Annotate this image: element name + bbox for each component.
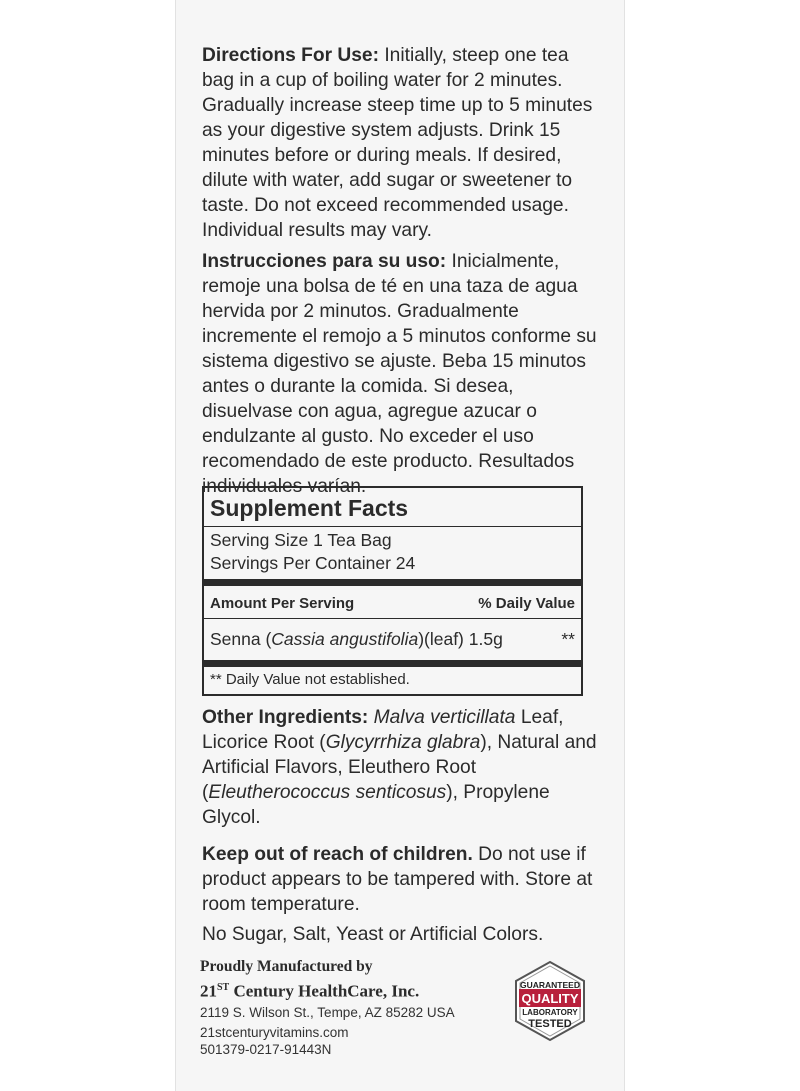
manufacturer-name <box>200 977 500 1003</box>
other-ingredients-text: ), Natural and Artificial Flavors, Eleuthero Root ( <box>202 732 597 803</box>
quality-badge <box>509 960 591 1042</box>
senna-dv: ** <box>561 629 575 649</box>
warning-label: Keep out of reach of children. <box>202 844 473 865</box>
warning-section <box>202 842 597 917</box>
badge-line-4: TESTED <box>528 1018 572 1030</box>
other-ingredients-section <box>202 705 597 830</box>
daily-value-header: % Daily Value <box>478 595 575 612</box>
facts-thick-divider <box>204 660 581 667</box>
manufactured-by-line: Proudly Manufactured by <box>200 958 373 975</box>
manufacturer-name-part: Century HealthCare, Inc. <box>229 981 420 1001</box>
servings-per-container: Servings Per Container 24 <box>210 553 416 573</box>
badge-line-1: GUARANTEED <box>520 980 580 990</box>
directions-label: Directions For Use: <box>202 45 379 66</box>
product-code: 501379-0217-91443N <box>200 1042 332 1057</box>
facts-divider <box>204 526 581 527</box>
instrucciones-text: Inicialmente, remoje una bolsa de té en una taza de agua hervida por 2 minutos. Gradualmente incremente el remojo a 5 minutos conforme su sistema digestivo se ajuste. Beba 15 minutos antes o durante la comida. Si desea, disuelvase con agua, agregue azucar o endulzante al gusto. No exceder el uso recomendado de este producto. Resultados individuales varían. <box>202 251 597 497</box>
senna-name: Senna ( <box>210 629 272 649</box>
manufacturer-block <box>200 957 500 1043</box>
warning-text: Do not use if product appears to be tampered with. Store at room temperature. <box>202 844 593 915</box>
directions-text: Initially, steep one tea bag in a cup of boiling water for 2 minutes. Gradually increase steep time up to 5 minutes as your digestive system adjusts. Drink 15 minutes before or during meals. If desired, dilute with water, add sugar or sweetener to taste. Do not exceed recommended usage. Individual results may vary. <box>202 45 593 241</box>
manufacturer-name-part: 21 <box>200 981 217 1001</box>
other-ingredients-text: Glycyrrhiza glabra <box>325 732 481 753</box>
other-ingredients-text: Leaf, Licorice Root ( <box>202 707 564 753</box>
other-ingredients-text: Eleutherococcus senticosus <box>208 782 447 803</box>
serving-size: Serving Size 1 Tea Bag <box>210 530 392 550</box>
facts-divider <box>204 618 581 619</box>
manufacturer-address: 2119 S. Wilson St., Tempe, AZ 85282 USA <box>200 1004 455 1020</box>
instrucciones-section <box>202 249 597 499</box>
badge-line-3: LABORATORY <box>522 1008 578 1017</box>
supplement-facts-panel <box>202 486 583 696</box>
free-from-statement: No Sugar, Salt, Yeast or Artificial Colors. <box>202 924 544 945</box>
other-ingredients-text: ), Propylene Glycol. <box>202 782 550 828</box>
instrucciones-label: Instrucciones para su uso: <box>202 251 447 272</box>
amount-per-serving-header: Amount Per Serving <box>210 595 355 612</box>
facts-thick-divider <box>204 579 581 586</box>
directions-section <box>202 43 597 243</box>
manufacturer-website: 21stcenturyvitamins.com <box>200 1024 349 1040</box>
senna-amount: )(leaf) 1.5g <box>418 629 503 649</box>
supplement-facts-title: Supplement Facts <box>210 495 409 521</box>
senna-row <box>210 628 503 650</box>
badge-line-2: QUALITY <box>521 991 579 1006</box>
manufacturer-name-part: ST <box>217 982 230 993</box>
senna-latin: Cassia angustifolia <box>271 629 419 649</box>
other-ingredients-label: Other Ingredients: <box>202 707 369 728</box>
other-ingredients-text: Malva verticillata <box>373 707 516 728</box>
facts-footnote: ** Daily Value not established. <box>210 671 410 688</box>
